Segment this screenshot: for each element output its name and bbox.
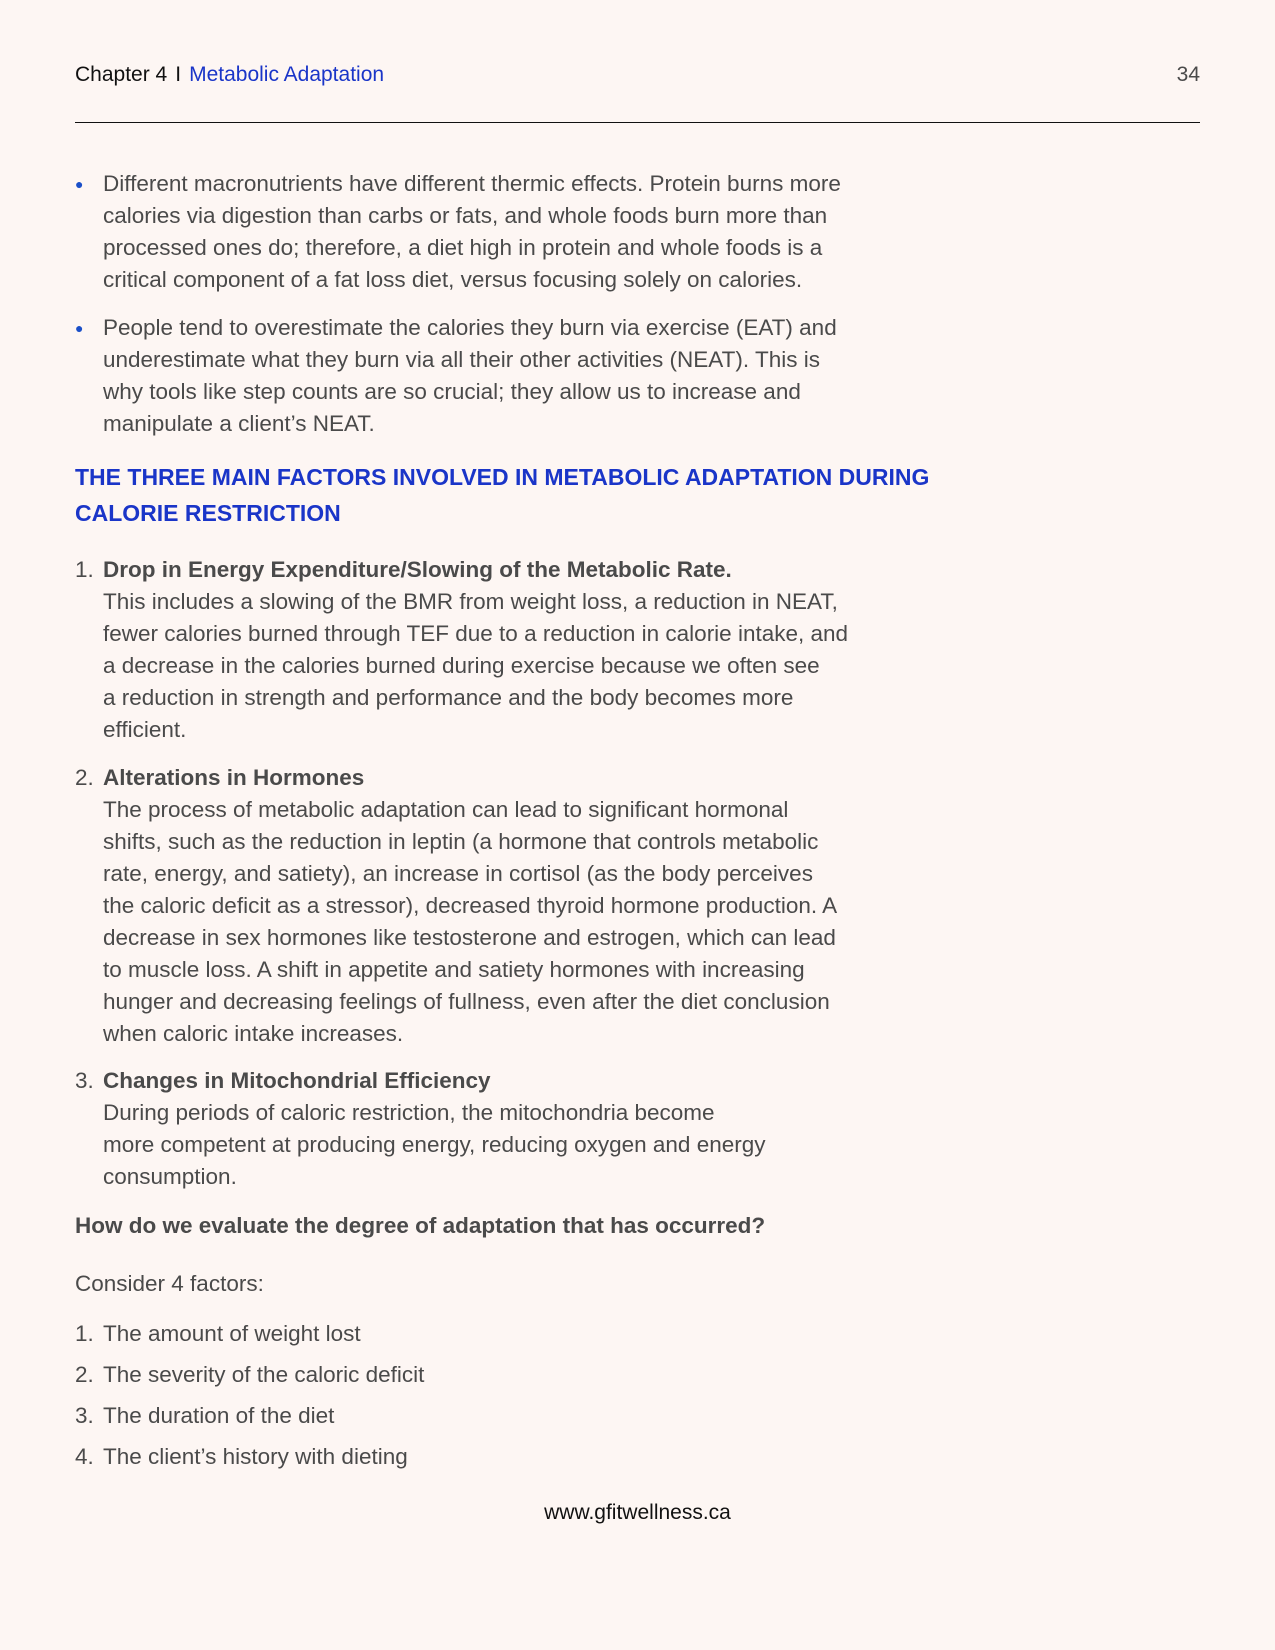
text-line: Different macronutrients have different thermic effects. Protein burns more: [103, 171, 841, 196]
eval-item: [75, 1400, 1175, 1432]
consider-text: Consider 4 factors:: [75, 1271, 264, 1296]
factor-item: [75, 762, 1175, 1050]
heading-line: THE THREE MAIN FACTORS INVOLVED IN METABOLIC ADAPTATION DURING: [75, 464, 930, 490]
factor-body: [103, 762, 1175, 1050]
header-separator: I: [175, 63, 182, 86]
list-number: 4.: [75, 1444, 94, 1469]
text-line: critical component of a fat loss diet, versus focusing solely on calories.: [103, 267, 803, 292]
list-number: 2.: [75, 1362, 94, 1387]
eval-item: [75, 1359, 1175, 1391]
text-line: processed ones do; therefore, a diet high in protein and whole foods is a: [103, 235, 823, 260]
bullet-text: [103, 168, 1175, 296]
footer-url[interactable]: www.gfitwellness.ca: [544, 1501, 731, 1524]
text-line: shifts, such as the reduction in leptin (a hormone that controls metabolic: [103, 829, 819, 854]
text-line: a decrease in the calories burned during exercise because we often see: [103, 653, 820, 678]
text-line: hunger and decreasing feelings of fullness, even after the diet conclusion: [103, 989, 830, 1014]
list-number: 2.: [75, 765, 94, 790]
question-heading: How do we evaluate the degree of adaptation that has occurred?: [75, 1213, 766, 1238]
text-line: manipulate a client’s NEAT.: [103, 411, 375, 436]
running-header: [75, 62, 384, 88]
text-line: efficient.: [103, 717, 187, 742]
text-line: the caloric deficit as a stressor), decreased thyroid hormone production. A: [103, 893, 838, 918]
bullet-icon: ●: [75, 320, 84, 336]
bullet-item: [75, 312, 1175, 440]
factor-title: Drop in Energy Expenditure/Slowing of the Metabolic Rate.: [103, 557, 732, 582]
text-line: This includes a slowing of the BMR from weight loss, a reduction in NEAT,: [103, 589, 838, 614]
bullet-text: [103, 312, 1175, 440]
chapter-label: Chapter 4: [75, 63, 168, 86]
list-number: 3.: [75, 1068, 94, 1093]
text-line: During periods of caloric restriction, the mitochondria become: [103, 1100, 715, 1125]
bullet-icon: ●: [75, 176, 84, 192]
factor-body: [103, 554, 1175, 746]
page-number: 34: [1176, 63, 1200, 86]
text-line: why tools like step counts are so crucial; they allow us to increase and: [103, 379, 801, 404]
text-line: calories via digestion than carbs or fats, and whole foods burn more than: [103, 203, 828, 228]
heading-line: CALORIE RESTRICTION: [75, 500, 341, 526]
text-line: The process of metabolic adaptation can lead to significant hormonal: [103, 797, 789, 822]
factor-item: [75, 1065, 1175, 1193]
text-line: more competent at producing energy, reducing oxygen and energy: [103, 1132, 766, 1157]
eval-text: The client’s history with dieting: [103, 1444, 408, 1469]
text-line: a reduction in strength and performance and the body becomes more: [103, 685, 794, 710]
eval-item: [75, 1318, 1175, 1350]
text-line: decrease in sex hormones like testosterone and estrogen, which can lead: [103, 925, 836, 950]
text-line: fewer calories burned through TEF due to a reduction in calorie intake, and: [103, 621, 849, 646]
eval-text: The amount of weight lost: [103, 1321, 361, 1346]
text-line: when caloric intake increases.: [103, 1021, 404, 1046]
page-content: [75, 168, 1175, 1473]
eval-item: [75, 1441, 1175, 1473]
list-number: 1.: [75, 557, 94, 582]
factor-body: [103, 1065, 1175, 1193]
text-line: People tend to overestimate the calories they burn via exercise (EAT) and: [103, 315, 837, 340]
text-line: rate, energy, and satiety), an increase in cortisol (as the body perceives: [103, 861, 813, 886]
header-divider: [75, 122, 1200, 123]
section-title: Metabolic Adaptation: [189, 63, 385, 86]
eval-text: The severity of the caloric deficit: [103, 1362, 425, 1387]
list-number: 3.: [75, 1403, 94, 1428]
text-line: underestimate what they burn via all their other activities (NEAT). This is: [103, 347, 820, 372]
eval-text: The duration of the diet: [103, 1403, 335, 1428]
text-line: to muscle loss. A shift in appetite and satiety hormones with increasing: [103, 957, 805, 982]
factor-item: [75, 554, 1175, 746]
factor-title: Changes in Mitochondrial Efficiency: [103, 1068, 491, 1093]
section-heading: [75, 459, 1175, 531]
list-number: 1.: [75, 1321, 94, 1346]
bullet-item: [75, 168, 1175, 296]
text-line: consumption.: [103, 1164, 237, 1189]
factor-title: Alterations in Hormones: [103, 765, 365, 790]
